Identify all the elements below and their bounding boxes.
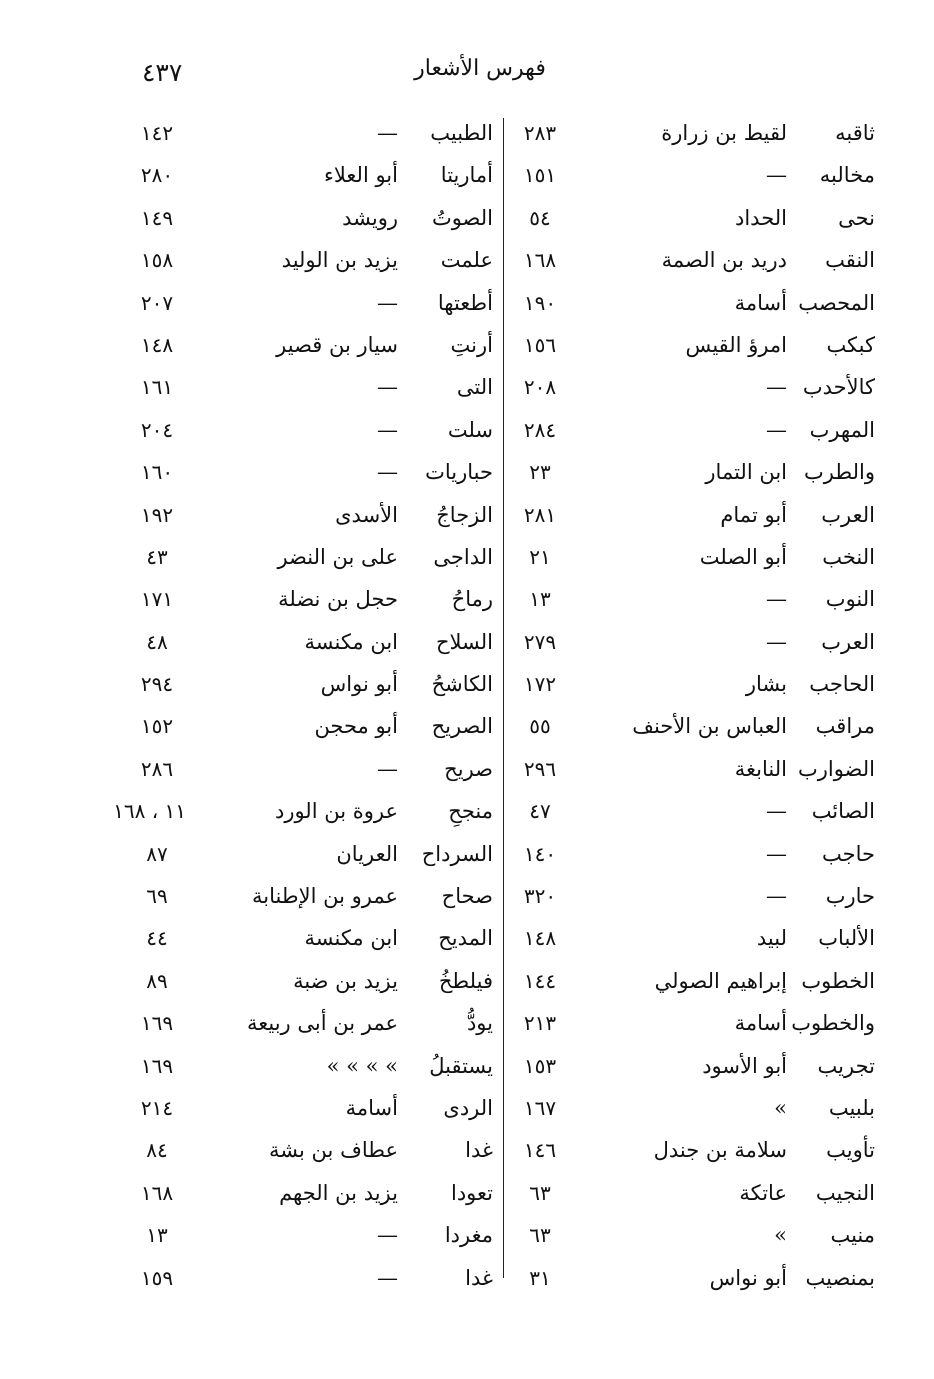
page-ref: ١٦١ xyxy=(140,375,174,400)
page-ref: ٢٨٦ xyxy=(140,756,174,781)
index-entry xyxy=(515,1172,875,1214)
page-ref: ١٥١ xyxy=(523,163,557,188)
poet-name: — xyxy=(766,629,787,654)
rhyme-word: والخطوب xyxy=(791,1011,875,1036)
running-head: فهرس الأشعار xyxy=(414,56,546,81)
poet-name: — xyxy=(377,121,398,145)
index-entry xyxy=(128,366,493,408)
poet-name: — xyxy=(766,799,787,824)
rhyme-word: حباريات xyxy=(425,460,493,485)
page-ref: ٤٣ xyxy=(146,544,168,569)
index-entry xyxy=(515,1087,875,1129)
page-ref: ١٧٢ xyxy=(523,672,557,697)
poet-name: » xyxy=(774,1223,787,1248)
page-ref: ١٩٠ xyxy=(523,290,557,315)
index-entry xyxy=(128,663,493,705)
rhyme-word: منيب xyxy=(830,1223,875,1248)
poet-name: أبو الأسود xyxy=(702,1053,787,1078)
page-ref: ٢١٣ xyxy=(523,1011,557,1036)
poet-name: النابغة xyxy=(734,756,787,781)
index-entry xyxy=(128,197,493,239)
rhyme-word: حارب xyxy=(825,884,875,909)
page-ref: ٢٨٤ xyxy=(523,417,557,442)
poet-name: — xyxy=(377,460,398,485)
index-entry xyxy=(515,621,875,663)
index-entry xyxy=(113,790,493,832)
poet-name: أسامة xyxy=(734,1011,787,1036)
rhyme-word: السلاح xyxy=(435,629,493,654)
page-ref: ٤٧ xyxy=(529,799,551,824)
page-ref: ١٩٢ xyxy=(140,502,174,527)
poet-name: — xyxy=(766,375,787,400)
index-entry xyxy=(515,112,875,154)
page-ref: ٨٤ xyxy=(146,1138,168,1163)
poet-name: أبو نواس xyxy=(709,1265,787,1290)
rhyme-word: مخالبه xyxy=(819,163,875,188)
rhyme-word: فيلطخُ xyxy=(438,968,493,993)
rhyme-word: النقب xyxy=(825,248,875,273)
poet-name: — xyxy=(766,587,787,612)
rhyme-word: الطبيب xyxy=(430,121,493,145)
poet-name: ابن التمار xyxy=(705,460,787,485)
index-entry xyxy=(128,324,493,366)
rhyme-word: الخطوب xyxy=(801,968,875,993)
page-ref: ١٣ xyxy=(146,1223,168,1248)
poet-name: العباس بن الأحنف xyxy=(632,714,787,739)
index-entry xyxy=(515,705,875,747)
index-entry xyxy=(128,705,493,747)
page-ref: ١٤٢ xyxy=(140,121,174,145)
poet-name: رويشد xyxy=(342,205,398,230)
poet-name: — xyxy=(377,1265,398,1290)
page-ref: ٢٨٣ xyxy=(523,121,557,145)
poet-name: — xyxy=(766,884,787,909)
poet-name: — xyxy=(377,375,398,400)
rhyme-word: النخب xyxy=(822,544,875,569)
rhyme-word: المديح xyxy=(438,926,493,951)
rhyme-word: أماريتا xyxy=(440,163,493,188)
page-ref: ٦٣ xyxy=(529,1223,551,1248)
index-entry xyxy=(515,1002,875,1044)
index-entry xyxy=(515,663,875,705)
poet-name: يزيد بن الجهم xyxy=(279,1180,398,1205)
page-ref: ١٤٤ xyxy=(523,968,557,993)
rhyme-word: يستقبلُ xyxy=(429,1053,493,1078)
rhyme-word: الألباب xyxy=(818,926,875,951)
page-ref: ٢٧٩ xyxy=(523,629,557,654)
page-ref: ٢٨٠ xyxy=(140,163,174,188)
rhyme-word: المهرب xyxy=(809,417,875,442)
rhyme-word: السرداح xyxy=(421,841,493,866)
poet-name: — xyxy=(766,163,787,188)
rhyme-word: يودُّ xyxy=(466,1011,493,1036)
rhyme-word: كبكب xyxy=(826,332,875,357)
rhyme-word: منجحِ xyxy=(448,799,493,824)
page-ref: ١٦٩ xyxy=(140,1011,174,1036)
rhyme-word: ثاقبه xyxy=(835,121,875,145)
page-ref: ١٥٣ xyxy=(523,1053,557,1078)
page-ref: ١٥٦ xyxy=(523,332,557,357)
index-entry xyxy=(515,197,875,239)
rhyme-word: الكاشحُ xyxy=(431,672,493,697)
index-entry xyxy=(515,324,875,366)
index-entry xyxy=(515,409,875,451)
poet-name: سيار بن قصير xyxy=(276,332,398,357)
page-ref: ٢١ xyxy=(529,544,551,569)
poet-name: لقيط بن زرارة xyxy=(661,121,787,145)
index-entry xyxy=(515,494,875,536)
page-ref: ٤٤ xyxy=(146,926,168,951)
rhyme-word: الضوارب xyxy=(797,756,875,781)
rhyme-word: نحى xyxy=(838,205,875,230)
index-column-right xyxy=(515,112,875,1299)
poet-name: أبو محجن xyxy=(314,714,398,739)
rhyme-word: العرب xyxy=(821,502,875,527)
page-ref: ١٦٠ xyxy=(140,460,174,485)
poet-name: — xyxy=(377,756,398,781)
index-entry xyxy=(515,1129,875,1171)
column-divider xyxy=(503,118,504,1278)
page-ref: ١٤٨ xyxy=(140,332,174,357)
rhyme-word: سلت xyxy=(447,417,493,442)
rhyme-word: الزجاجُ xyxy=(436,502,493,527)
rhyme-word: صحاح xyxy=(441,884,493,909)
rhyme-word: المحصب xyxy=(798,290,875,315)
index-entry xyxy=(515,875,875,917)
index-entry xyxy=(515,833,875,875)
index-entry xyxy=(515,239,875,281)
page-ref: ١٥٨ xyxy=(140,248,174,273)
rhyme-word: الصوتُ xyxy=(431,205,493,230)
poet-name: سلامة بن جندل xyxy=(653,1138,787,1163)
index-entry xyxy=(515,451,875,493)
poet-name: أسامة xyxy=(345,1095,398,1120)
page-ref: ١٤٩ xyxy=(140,205,174,230)
poet-name: عمر بن أبى ربيعة xyxy=(246,1011,398,1036)
index-entry xyxy=(128,451,493,493)
index-entry xyxy=(515,578,875,620)
page-ref: ١١ ، ١٦٨ xyxy=(113,799,186,824)
rhyme-word: الداجى xyxy=(433,544,493,569)
page-ref: ٤٨ xyxy=(146,629,168,654)
rhyme-word: والطرب xyxy=(804,460,875,485)
index-entry xyxy=(128,1257,493,1299)
poet-name: ابن مكنسة xyxy=(304,629,398,654)
index-entry xyxy=(128,960,493,1002)
index-entry xyxy=(128,621,493,663)
index-entry xyxy=(515,1045,875,1087)
poet-name: العريان xyxy=(336,841,398,866)
rhyme-word: صريح xyxy=(444,756,493,781)
rhyme-word: مراقب xyxy=(815,714,875,739)
index-entry xyxy=(128,1002,493,1044)
index-entry xyxy=(515,1214,875,1256)
rhyme-word: التى xyxy=(456,375,493,400)
index-entry xyxy=(128,875,493,917)
page-ref: ١٧١ xyxy=(140,587,174,612)
poet-name: بشار xyxy=(745,672,787,697)
poet-name: إبراهيم الصولي xyxy=(654,968,787,993)
page-ref: ٣٢٠ xyxy=(523,884,557,909)
poet-name: — xyxy=(377,417,398,442)
index-entry xyxy=(128,833,493,875)
rhyme-word: تأويب xyxy=(826,1138,875,1163)
rhyme-word: النوب xyxy=(825,587,875,612)
rhyme-word: مغردا xyxy=(444,1223,493,1248)
index-entry xyxy=(515,154,875,196)
page-ref: ٢٩٤ xyxy=(140,672,174,697)
poet-name: عاتكة xyxy=(739,1180,787,1205)
poet-name: يزيد بن ضبة xyxy=(293,968,398,993)
poet-name: أسامة xyxy=(734,290,787,315)
index-entry xyxy=(128,154,493,196)
index-entry xyxy=(515,790,875,832)
page-ref: ٢١٤ xyxy=(140,1095,174,1120)
index-entry xyxy=(128,1045,493,1087)
page-ref: ١٣ xyxy=(529,587,551,612)
page-ref: ٦٣ xyxy=(529,1180,551,1205)
page-ref: ٢٣ xyxy=(529,460,551,485)
page-ref: ٢٠٧ xyxy=(140,290,174,315)
poet-name: أبو الصلت xyxy=(699,544,787,569)
poet-name: على بن النضر xyxy=(277,544,398,569)
poet-name: ابن مكنسة xyxy=(304,926,398,951)
index-entry xyxy=(128,578,493,620)
rhyme-word: حاجب xyxy=(822,841,875,866)
page-ref: ٥٥ xyxy=(529,714,551,739)
index-entry xyxy=(128,409,493,451)
poet-name: أبو تمام xyxy=(720,502,787,527)
rhyme-word: الصريح xyxy=(431,714,493,739)
rhyme-word: غدا xyxy=(465,1265,493,1290)
rhyme-word: الحاجب xyxy=(809,672,875,697)
index-entry xyxy=(128,536,493,578)
index-entry xyxy=(515,960,875,1002)
page-ref: ١٦٧ xyxy=(523,1095,557,1120)
index-entry xyxy=(515,1257,875,1299)
page-ref: ١٥٢ xyxy=(140,714,174,739)
page-ref: ٨٩ xyxy=(146,968,168,993)
poet-name: عطاف بن بشة xyxy=(269,1138,398,1163)
page-ref: ٨٧ xyxy=(146,841,168,866)
poet-name: الحداد xyxy=(735,205,787,230)
poet-name: دريد بن الصمة xyxy=(661,248,787,273)
page-ref: ٢٠٤ xyxy=(140,417,174,442)
rhyme-word: تجريب xyxy=(817,1053,875,1078)
index-entry xyxy=(128,917,493,959)
index-entry xyxy=(128,1129,493,1171)
index-entry xyxy=(128,1214,493,1256)
rhyme-word: غدا xyxy=(465,1138,493,1163)
poet-name: يزيد بن الوليد xyxy=(281,248,398,273)
index-entry xyxy=(515,366,875,408)
index-entry xyxy=(128,1172,493,1214)
poet-name: أبو العلاء xyxy=(324,163,398,188)
index-column-left xyxy=(113,112,493,1299)
page-ref: ٢٨١ xyxy=(523,502,557,527)
page-ref: ١٤٠ xyxy=(523,841,557,866)
poet-name: — xyxy=(377,1223,398,1248)
poet-name: » xyxy=(774,1095,787,1120)
page-ref: ١٥٩ xyxy=(140,1265,174,1290)
index-entry xyxy=(128,494,493,536)
poet-name: أبو نواس xyxy=(320,672,398,697)
index-entry xyxy=(128,239,493,281)
index-entry xyxy=(128,1087,493,1129)
poet-name: عمرو بن الإطنابة xyxy=(252,884,398,909)
page-ref: ١٦٨ xyxy=(523,248,557,273)
index-entry xyxy=(128,282,493,324)
poet-name: — xyxy=(766,417,787,442)
index-entry xyxy=(515,536,875,578)
page-number: ٤٣٧ xyxy=(142,58,183,87)
page-ref: ٦٩ xyxy=(146,884,168,909)
index-entry xyxy=(515,282,875,324)
rhyme-word: علمت xyxy=(440,248,493,273)
page-ref: ٣١ xyxy=(529,1265,551,1290)
index-entry xyxy=(128,112,493,154)
rhyme-word: النجيب xyxy=(815,1180,875,1205)
page-ref: ٢٩٦ xyxy=(523,756,557,781)
rhyme-word: كالأحدب xyxy=(802,375,875,400)
rhyme-word: بلبيب xyxy=(828,1095,875,1120)
rhyme-word: بمنصيب xyxy=(805,1265,875,1290)
rhyme-word: الردى xyxy=(443,1095,493,1120)
rhyme-word: أطعتها xyxy=(437,290,493,315)
poet-name: عروة بن الورد xyxy=(274,799,398,824)
index-entry xyxy=(128,748,493,790)
poet-name: » » » » xyxy=(326,1053,398,1078)
poet-name: — xyxy=(766,841,787,866)
page-ref: ١٦٨ xyxy=(140,1180,174,1205)
index-entry xyxy=(515,748,875,790)
rhyme-word: أرنتِ xyxy=(450,332,493,357)
rhyme-word: العرب xyxy=(821,629,875,654)
page-ref: ١٤٨ xyxy=(523,926,557,951)
poet-name: امرؤ القيس xyxy=(685,332,787,357)
page-ref: ١٦٩ xyxy=(140,1053,174,1078)
rhyme-word: الصائب xyxy=(811,799,875,824)
poet-name: حجل بن نضلة xyxy=(278,587,398,612)
index-entry xyxy=(515,917,875,959)
page-ref: ١٤٦ xyxy=(523,1138,557,1163)
page-ref: ٢٠٨ xyxy=(523,375,557,400)
poet-name: الأسدى xyxy=(335,502,398,527)
poet-name: — xyxy=(377,290,398,315)
rhyme-word: رماحُ xyxy=(451,587,493,612)
rhyme-word: تعودا xyxy=(450,1180,493,1205)
page-ref: ٥٤ xyxy=(529,205,551,230)
poet-name: لبيد xyxy=(756,926,787,951)
